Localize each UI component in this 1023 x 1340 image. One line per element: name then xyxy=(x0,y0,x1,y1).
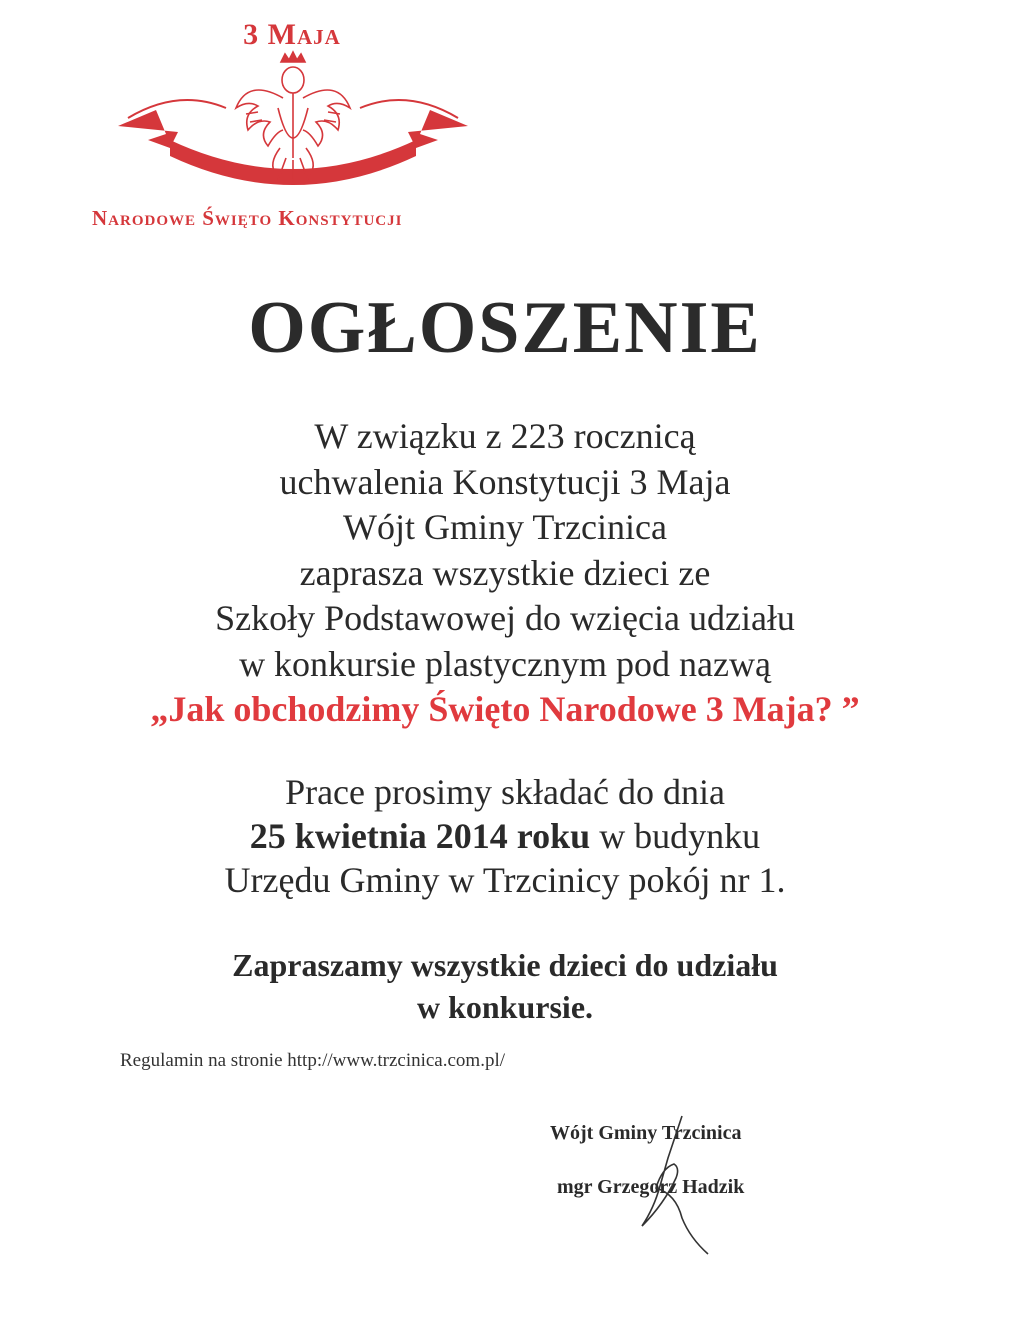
invitation-line: w konkursie. xyxy=(416,989,594,1025)
logo-subtitle xyxy=(92,206,512,231)
handwritten-signature xyxy=(620,1108,720,1258)
body-line: zaprasza wszystkie dzieci ze xyxy=(299,552,711,593)
body-line: Wójt Gminy Trzcinica xyxy=(343,507,667,547)
invitation-line: Zapraszamy wszystkie dzieci do udziału xyxy=(232,947,778,983)
signatory-role: Wójt Gminy Trzcinica xyxy=(550,1122,742,1144)
body-line: w konkursie plastycznym pod nazwą xyxy=(239,643,771,684)
signatory-name: mgr Grzegorz Hadzik xyxy=(557,1176,745,1198)
body-line: Szkoły Podstawowej do wzięcia udziału xyxy=(215,598,795,638)
logo-title-text: 3 Maja xyxy=(243,18,341,51)
deadline-line: Prace prosimy składać do dnia xyxy=(285,772,725,812)
announcement-body xyxy=(0,414,1010,733)
polish-eagle-icon xyxy=(108,48,478,198)
logo-subtitle-text: Narodowe Święto Konstytucji xyxy=(92,206,403,230)
deadline-date: 25 kwietnia 2014 roku xyxy=(249,816,591,856)
logo-title xyxy=(232,18,352,52)
regulations-note: Regulamin na stronie http://www.trzcinica.com.pl/ xyxy=(120,1050,506,1071)
body-line: W związku z 223 rocznicą xyxy=(314,416,696,456)
body-line: uchwalenia Konstytucji 3 Maja xyxy=(279,461,731,502)
deadline-block xyxy=(0,770,1010,902)
page-title: OGŁOSZENIE xyxy=(248,287,762,369)
invitation xyxy=(0,944,1010,1028)
deadline-location-start: w budynku xyxy=(590,816,761,856)
contest-title: „Jak obchodzimy Święto Narodowe 3 Maja? ” xyxy=(150,689,860,729)
deadline-line xyxy=(0,814,1010,858)
deadline-line: Urzędu Gminy w Trzcinicy pokój nr 1. xyxy=(224,860,786,900)
